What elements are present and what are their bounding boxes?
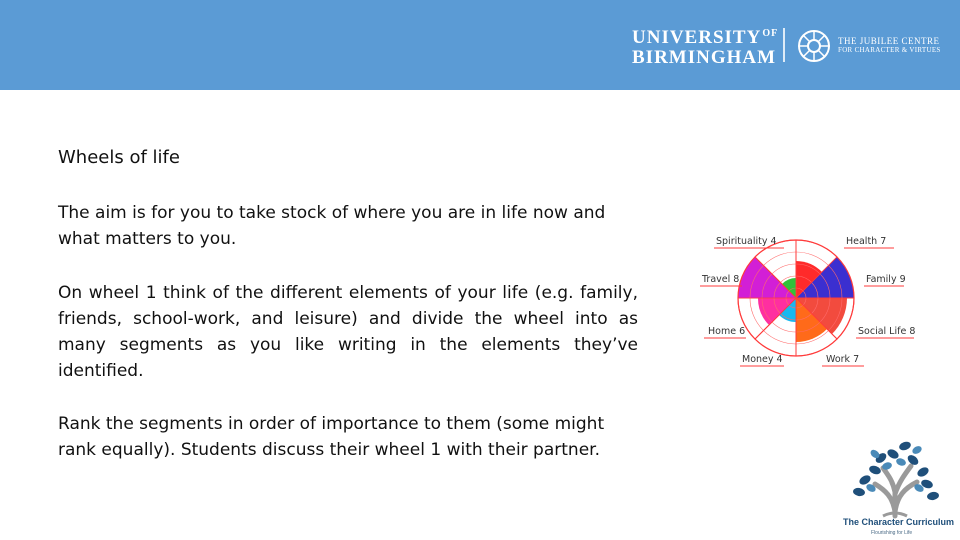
university-logo (632, 24, 778, 68)
wheel-drawing (694, 232, 924, 372)
header-bar (0, 0, 960, 90)
wheel-label-spirituality: Spirituality 4 (716, 236, 777, 247)
logo-divider (783, 28, 785, 62)
paragraph-rank: Rank the segments in order of importance to them (some might rank equally). Students discuss their wheel 1 with their partner. (58, 414, 605, 460)
jubilee-centre-text (838, 36, 941, 54)
wheel-label-health: Health 7 (846, 236, 887, 247)
wheel-label-social-life: Social Life 8 (858, 326, 916, 337)
wheel-label-work: Work 7 (826, 354, 860, 365)
paragraph-wheel1: On wheel 1 think of the different elements of your life (e.g. family, friends, school-work, and leisure) and divide the wheel into as many segments as you like writing in the elements they’ve identified. (58, 283, 638, 381)
wheel-label-travel: Travel 8 (702, 274, 740, 285)
uni-of: OF (762, 28, 779, 39)
wheel-label-money: Money 4 (742, 354, 783, 365)
slide-title: Wheels of life (58, 147, 180, 168)
centre-line2: FOR CHARACTER & VIRTUES (838, 46, 941, 54)
uni-line1: UNIVERSITY (632, 27, 762, 48)
centre-line1: THE JUBILEE CENTRE (838, 36, 940, 46)
character-curriculum-name: The Character Curriculum (843, 517, 955, 527)
jubilee-centre-icon (796, 28, 832, 64)
wheel-label-family: Family 9 (866, 274, 906, 285)
paragraph-aim: The aim is for you to take stock of where you are in life now and what matters to you. (58, 203, 606, 249)
character-curriculum-tagline: Flourishing for Life (871, 530, 913, 536)
uni-line2: BIRMINGHAM (632, 47, 777, 68)
wheel-label-home: Home 6 (708, 326, 746, 337)
wheel-of-life-image (694, 232, 924, 372)
